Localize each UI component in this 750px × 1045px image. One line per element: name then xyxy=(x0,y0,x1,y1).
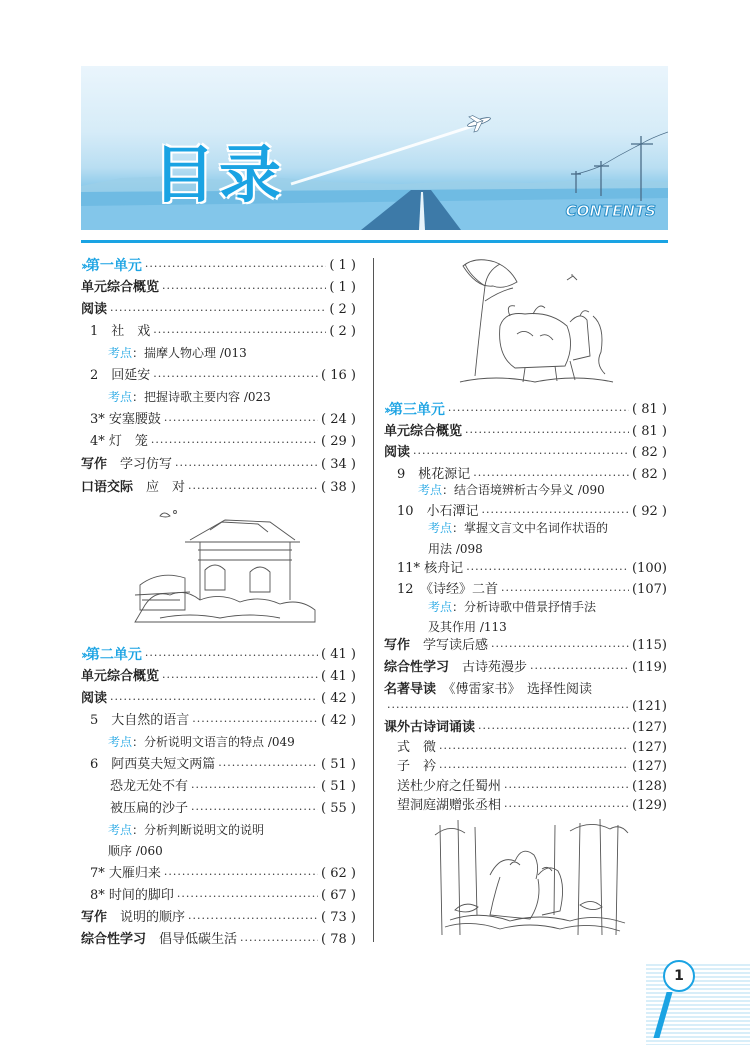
toc-entry-text[interactable]: 名著导读 《傅雷家书》 选择性阅读 xyxy=(384,682,593,697)
toc-entry[interactable]: 1 社 戏 ····· ( 2 ) xyxy=(90,320,356,342)
toc-entry[interactable]: 综合性学习 古诗苑漫步 ····· (119) xyxy=(384,656,667,678)
double-chevron-icon: ›› xyxy=(81,648,85,662)
kaodian-note: 考点：分析说明文语言的特点 /049 xyxy=(108,735,295,749)
kaodian-note: 考点：分析判断说明文的说明 xyxy=(108,823,265,837)
toc-entry[interactable]: 单元综合概览 ····· ( 81 ) xyxy=(384,420,667,442)
toc-entry[interactable]: 子 衿 ····· (127) xyxy=(397,755,667,777)
toc-entry[interactable]: 恐龙无处不有 ····· ( 51 ) xyxy=(110,775,356,797)
kaodian-note: 考点：结合语境辨析古今异义 /090 xyxy=(418,483,605,497)
opera-stage-illustration xyxy=(130,500,320,625)
toc-entry[interactable]: 12 《诗经》二首 ····· (107) xyxy=(397,578,667,600)
toc-entry-unit-1[interactable]: ››第一单元 ····· ( 1 ) xyxy=(81,254,356,276)
kaodian-note: 考点：掌握文言文中名词作状语的 xyxy=(428,521,609,535)
toc-entry[interactable]: 8* 时间的脚印 ····· ( 67 ) xyxy=(90,884,356,906)
banner-divider xyxy=(81,240,668,243)
toc-entry[interactable]: 阅读 ····· ( 82 ) xyxy=(384,441,667,463)
kaodian-note: 考点：把握诗歌主要内容 /023 xyxy=(108,390,271,404)
toc-entry[interactable]: 课外古诗词诵读 ····· (127) xyxy=(384,716,667,738)
toc-entry[interactable]: 7* 大雁归来 ····· ( 62 ) xyxy=(90,862,356,884)
contents-subtitle: CONTENTS xyxy=(565,202,656,220)
toc-entry[interactable]: 写作 学写读后感 ····· (115) xyxy=(384,634,667,656)
toc-entry-unit-3[interactable]: ››第三单元 ····· ( 81 ) xyxy=(384,398,667,420)
toc-entry[interactable]: ····· (121) xyxy=(384,695,667,717)
page-number: 1 xyxy=(663,960,695,992)
toc-entry[interactable]: 写作 说明的顺序 ····· ( 73 ) xyxy=(81,906,356,928)
toc-entry[interactable]: 6 阿西莫夫短文两篇 ····· ( 51 ) xyxy=(90,753,356,775)
toc-entry[interactable]: 阅读 ····· ( 2 ) xyxy=(81,298,356,320)
kaodian-note: 考点：揣摩人物心理 /013 xyxy=(108,346,247,360)
column-divider xyxy=(373,258,374,942)
page-tab-decoration xyxy=(646,964,750,1045)
airplane-icon xyxy=(465,111,493,134)
toc-entry[interactable]: 9 桃花源记 ····· ( 82 ) xyxy=(397,463,667,485)
toc-entry[interactable]: 望洞庭湖赠张丞相 ····· (129) xyxy=(397,794,667,816)
toc-entry[interactable]: 式 微 ····· (127) xyxy=(397,736,667,758)
toc-entry[interactable]: 单元综合概览 ····· ( 1 ) xyxy=(81,276,356,298)
sages-in-forest-illustration xyxy=(430,815,630,940)
kaodian-note: 考点：分析诗歌中借景抒情手法 xyxy=(428,600,597,614)
page-title: 目录 xyxy=(153,138,286,211)
kaodian-note-continued: 及其作用 /113 xyxy=(428,620,507,634)
toc-entry[interactable]: 10 小石潭记 ····· ( 92 ) xyxy=(397,500,667,522)
double-chevron-icon: ›› xyxy=(384,403,388,417)
kaodian-note-continued: 用法 /098 xyxy=(428,542,483,556)
toc-entry[interactable]: 写作 学习仿写 ····· ( 34 ) xyxy=(81,453,356,475)
double-chevron-icon: ›› xyxy=(81,259,85,273)
toc-entry[interactable]: 综合性学习 倡导低碳生活 ····· ( 78 ) xyxy=(81,928,356,950)
toc-entry[interactable]: 被压扁的沙子 ····· ( 55 ) xyxy=(110,797,356,819)
toc-entry[interactable]: 单元综合概览 ····· ( 41 ) xyxy=(81,665,356,687)
toc-entry[interactable]: 口语交际 应 对 ····· ( 38 ) xyxy=(81,476,356,498)
kaodian-note-continued: 顺序 /060 xyxy=(108,844,163,858)
toc-entry[interactable]: 2 回延安 ····· ( 16 ) xyxy=(90,364,356,386)
toc-entry[interactable]: 11* 核舟记 ····· (100) xyxy=(397,557,667,579)
toc-entry[interactable]: 送杜少府之任蜀州 ····· (128) xyxy=(397,775,667,797)
toc-entry[interactable]: 阅读 ····· ( 42 ) xyxy=(81,687,356,709)
contents-banner xyxy=(81,66,668,230)
ox-and-cowherd-illustration xyxy=(455,256,615,391)
toc-entry[interactable]: 4* 灯 笼 ····· ( 29 ) xyxy=(90,430,356,452)
toc-entry-unit-2[interactable]: ››第二单元 ····· ( 41 ) xyxy=(81,643,356,665)
toc-entry[interactable]: 3* 安塞腰鼓 ····· ( 24 ) xyxy=(90,408,356,430)
toc-entry[interactable]: 5 大自然的语言 ····· ( 42 ) xyxy=(90,709,356,731)
